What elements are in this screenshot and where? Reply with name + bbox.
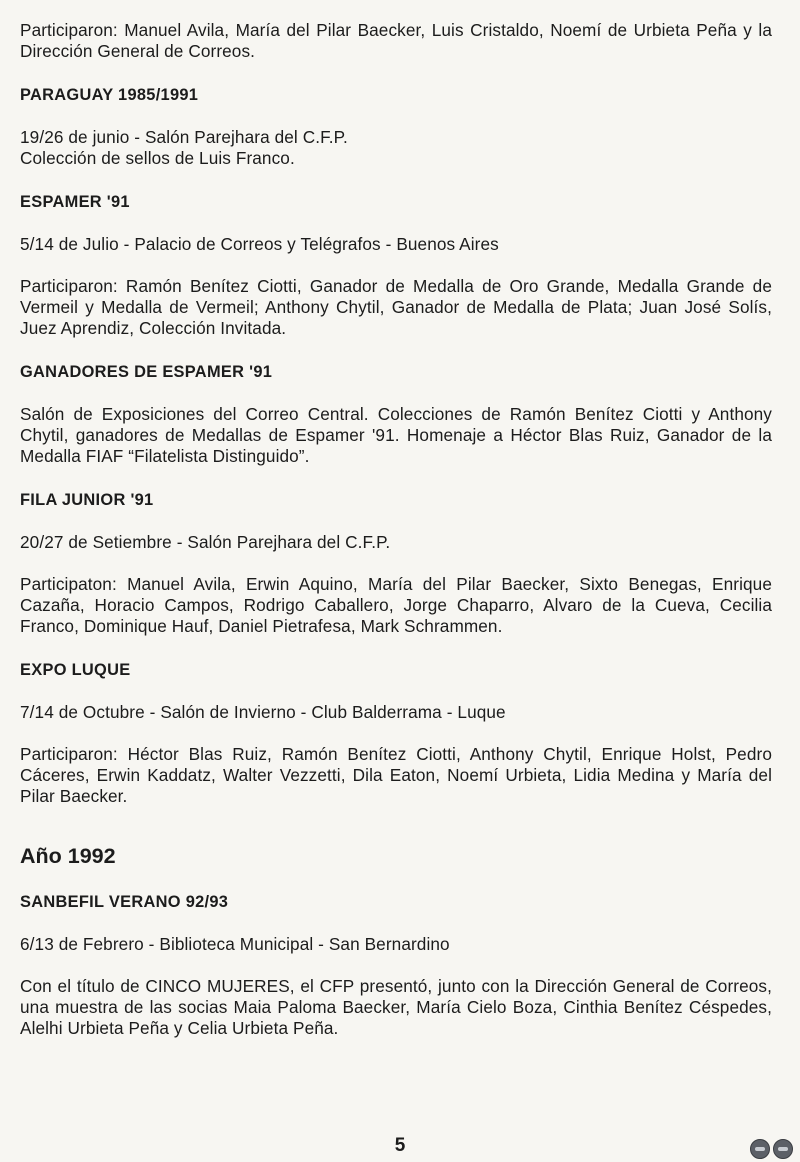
section-heading-espamer: ESPAMER '91 bbox=[20, 193, 130, 211]
event-date-line: 19/26 de junio - Salón Parejhara del C.F.P. Colección de sellos de Luis Franco. bbox=[20, 127, 348, 168]
event-date-line: 20/27 de Setiembre - Salón Parejhara del C.F.P. bbox=[20, 532, 391, 552]
description-paragraph: Con el título de CINCO MUJERES, el CFP presentó, junto con la Dirección General de Correos, una muestra de las socias Maia Paloma Baecker, María Cielo Boza, Cinthia Benítez Céspedes, Alelhi Urbieta Peña y Celia Urbieta Peña. bbox=[20, 976, 772, 1038]
page-number: 5 bbox=[394, 1135, 406, 1156]
section-heading-paraguay: PARAGUAY 1985/1991 bbox=[20, 86, 199, 104]
emblem-icon bbox=[773, 1139, 793, 1159]
emblem-icon bbox=[750, 1139, 770, 1159]
document-body bbox=[20, 20, 772, 1039]
section-heading-ganadores: GANADORES DE ESPAMER '91 bbox=[20, 363, 273, 381]
section-heading-expo-luque: EXPO LUQUE bbox=[20, 661, 131, 679]
section-heading-fila-junior: FILA JUNIOR '91 bbox=[20, 491, 154, 509]
participants-paragraph: Participaron: Manuel Avila, María del Pilar Baecker, Luis Cristaldo, Noemí de Urbieta Peña y la Dirección General de Correos. bbox=[20, 20, 772, 61]
year-heading: Año 1992 bbox=[20, 844, 116, 868]
event-date-line: 7/14 de Octubre - Salón de Invierno - Club Balderrama - Luque bbox=[20, 702, 506, 722]
participants-paragraph: Participaron: Héctor Blas Ruiz, Ramón Benítez Ciotti, Anthony Chytil, Enrique Holst, Pedro Cáceres, Erwin Kaddatz, Walter Vezzetti, Dila Eaton, Noemí Urbieta, Lidia Medina y María del Pilar Baecker. bbox=[20, 744, 772, 806]
event-date-line: 6/13 de Febrero - Biblioteca Municipal - San Bernardino bbox=[20, 934, 450, 954]
description-paragraph: Salón de Exposiciones del Correo Central. Colecciones de Ramón Benítez Ciotti y Anthony Chytil, ganadores de Medallas de Espamer '91. Homenaje a Héctor Blas Ruiz, Ganador de la Medalla FIAF “Filatelista Distinguido”. bbox=[20, 404, 772, 466]
section-heading-sanbefil: SANBEFIL VERANO 92/93 bbox=[20, 893, 229, 911]
event-date-line: 5/14 de Julio - Palacio de Correos y Telégrafos - Buenos Aires bbox=[20, 234, 499, 254]
participants-paragraph: Participaron: Ramón Benítez Ciotti, Ganador de Medalla de Oro Grande, Medalla Grande de Vermeil y Medalla de Vermeil; Anthony Chytil, Ganador de Medalla de Plata; Juan José Solís, Juez Aprendiz, Colección Invitada. bbox=[20, 276, 772, 338]
participants-paragraph: Participaton: Manuel Avila, Erwin Aquino, María del Pilar Baecker, Sixto Benegas, Enrique Cazaña, Horacio Campos, Rodrigo Caballero, Jorge Chaparro, Alvaro de la Cueva, Cecilia Franco, Dominique Hauf, Daniel Pietrafesa, Mark Schrammen. bbox=[20, 574, 772, 636]
